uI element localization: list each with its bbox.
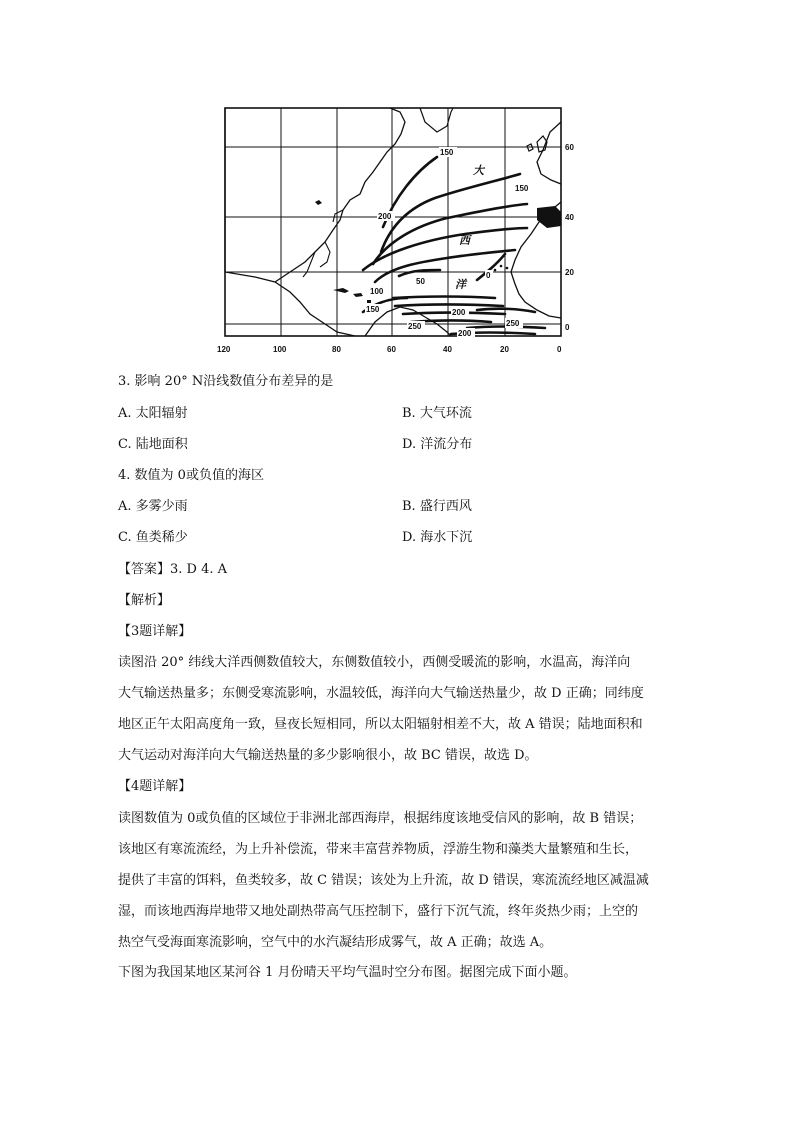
- caribbean-islands: [315, 200, 371, 303]
- q4-option-a: A. 多雾少雨: [118, 499, 188, 514]
- lon-label: 100: [273, 345, 287, 354]
- next-section-intro: 下图为我国某地区某河谷 1 月份晴天平均气温时空分布图。据图完成下面小题。: [118, 965, 577, 980]
- lat-label: 40: [565, 213, 574, 222]
- british-isles: [527, 136, 547, 152]
- paragraph-line: 读图沿 20° 纬线大洋西侧数值较大，东侧数值较小，西侧受暖流的影响，水温高，海洋向: [118, 655, 631, 670]
- isoline-label: 150: [440, 148, 454, 157]
- ocean-char-da: 大: [473, 164, 484, 177]
- q4-stem: 4. 数值为 0或负值的海区: [118, 468, 264, 483]
- q4-option-b: B. 盛行西风: [402, 499, 472, 514]
- paragraph-line: 该地区有寒流流经，为上升补偿流，带来丰富营养物质，浮游生物和藻类大量繁殖和生长，: [118, 842, 639, 857]
- isoline-label: 0: [486, 271, 491, 280]
- q3-option-b: B. 大气环流: [402, 406, 472, 421]
- lat-label: 0: [565, 323, 570, 332]
- ocean-char-yang: 洋: [455, 278, 466, 291]
- atlantic-isoline-map: [215, 102, 585, 360]
- q3-option-c: C. 陆地面积: [118, 437, 188, 452]
- paragraph-line: 读图数值为 0或负值的区域位于非洲北部西海岸，根据纬度该地受信风的影响，故 B 错误；: [118, 811, 643, 826]
- paragraph-line: 大气输送热量多；东侧受寒流影响，水温较低，海洋向大气输送热量少，故 D 正确；同纬度: [118, 686, 644, 701]
- paragraph-line: 湿，而该地西海岸地带又地处副热带高气压控制下，盛行下沉气流，终年炎热少雨；上空的: [118, 904, 639, 919]
- map-grid: [225, 108, 561, 336]
- lon-label: 120: [217, 345, 231, 354]
- lon-label: 60: [387, 345, 396, 354]
- q4-option-c: C. 鱼类稀少: [118, 530, 188, 545]
- iberia-land: [537, 206, 561, 228]
- q3-stem: 3. 影响 20° N沿线数值分布差异的是: [118, 374, 334, 389]
- isoline-label: 200: [378, 212, 392, 221]
- isoline-label: 100: [370, 287, 384, 296]
- map-frame: [225, 108, 561, 336]
- paragraph-line: 大气运动对海洋向大气输送热量的多少影响很小，故 BC 错误，故选 D。: [118, 748, 538, 763]
- isoline-label: 150: [366, 305, 380, 314]
- q3-option-a: A. 太阳辐射: [118, 406, 188, 421]
- paragraph-line: 地区正午太阳高度角一致，昼夜长短相同，所以太阳辐射相差不大，故 A 错误；陆地面积和: [118, 717, 643, 732]
- canary-islands: [494, 265, 509, 272]
- isoline-label: 250: [408, 322, 422, 331]
- lat-label: 20: [565, 268, 574, 277]
- q3-detail-title: 【3题详解】: [118, 624, 192, 639]
- q4-detail-paragraph: [118, 803, 678, 958]
- lon-label: 0: [557, 345, 562, 354]
- lat-label: 60: [565, 143, 574, 152]
- lon-label: 40: [443, 345, 452, 354]
- isoline-label: 50: [416, 277, 425, 286]
- isoline-label: 200: [458, 329, 472, 338]
- lon-label: 20: [500, 345, 509, 354]
- q4-detail-title: 【4题详解】: [118, 779, 192, 794]
- isoline-label: 250: [506, 319, 520, 328]
- q3-option-d: D. 洋流分布: [402, 437, 473, 452]
- q3-detail-paragraph: [118, 647, 678, 771]
- analysis-title: 【解析】: [118, 593, 171, 608]
- q4-option-d: D. 海水下沉: [402, 530, 473, 545]
- isoline-label: 200: [452, 308, 466, 317]
- lon-label: 80: [332, 345, 341, 354]
- paragraph-line: 提供了丰富的饵料，鱼类较多，故 C 错误；该处为上升流，故 D 错误，寒流流经地区减温减: [118, 873, 649, 888]
- north-america-land: [225, 108, 405, 336]
- ocean-char-xi: 西: [459, 234, 470, 247]
- paragraph-line: 热空气受海面寒流影响，空气中的水汽凝结形成雾气，故 A 正确；故选 A。: [118, 935, 553, 950]
- answer-line: 【答案】3. D 4. A: [118, 562, 228, 577]
- isoline-label: 150: [515, 184, 529, 193]
- map-svg: [215, 102, 585, 360]
